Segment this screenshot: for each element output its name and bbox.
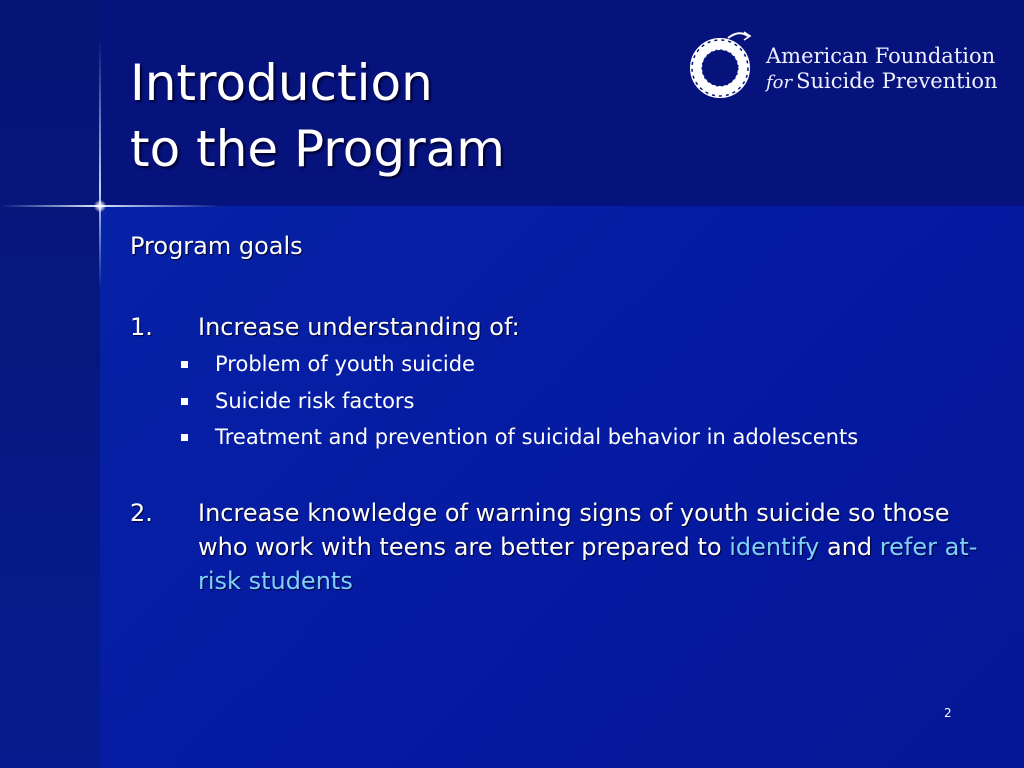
slide-title xyxy=(130,50,505,182)
sub-item xyxy=(173,419,990,456)
sub-item-text: Treatment and prevention of suicidal behavior in adolescents xyxy=(215,425,859,449)
highlight-identify: identify xyxy=(729,532,820,561)
sub-item xyxy=(173,346,990,383)
square-bullet-icon xyxy=(181,398,188,405)
logo-line-1: American Foundation xyxy=(766,44,996,68)
goal-text: Increase understanding of: xyxy=(198,313,520,341)
slide-page-number: 2 xyxy=(944,706,952,720)
sub-item-text: Suicide risk factors xyxy=(215,388,415,413)
sub-item-text: Problem of youth suicide xyxy=(215,352,475,376)
logo-wordmark xyxy=(766,44,998,95)
goal-number: 2. xyxy=(130,498,153,527)
logo-line-2 xyxy=(766,69,998,95)
program-goals-heading: Program goals xyxy=(130,232,303,260)
square-bullet-icon xyxy=(181,361,188,368)
title-line-1: Introduction xyxy=(130,54,433,112)
sub-item xyxy=(173,383,990,420)
logo-line-2-text: Suicide Prevention xyxy=(796,69,998,93)
left-band xyxy=(0,0,100,768)
goal-item-2 xyxy=(130,496,990,598)
logo-for: for xyxy=(766,72,793,93)
title-line-2: to the Program xyxy=(130,120,505,178)
afsp-logo xyxy=(688,26,1008,106)
life-preserver-icon xyxy=(688,30,756,98)
goal-item-1 xyxy=(130,310,990,344)
goal-1-sub-list xyxy=(173,346,990,456)
goal-text: Increase knowledge of warning signs of youth suicide so those who work with teens are better prepared to xyxy=(198,498,950,561)
decorative-vertical-line xyxy=(99,40,101,290)
square-bullet-icon xyxy=(181,434,188,441)
highlight-refer: refer at-risk students xyxy=(198,532,978,595)
goal-number: 1. xyxy=(130,313,153,341)
slide-body xyxy=(130,228,990,598)
decorative-sparkle xyxy=(94,200,106,212)
decorative-horizontal-line xyxy=(0,205,220,207)
goal-text-middle: and xyxy=(819,532,880,561)
